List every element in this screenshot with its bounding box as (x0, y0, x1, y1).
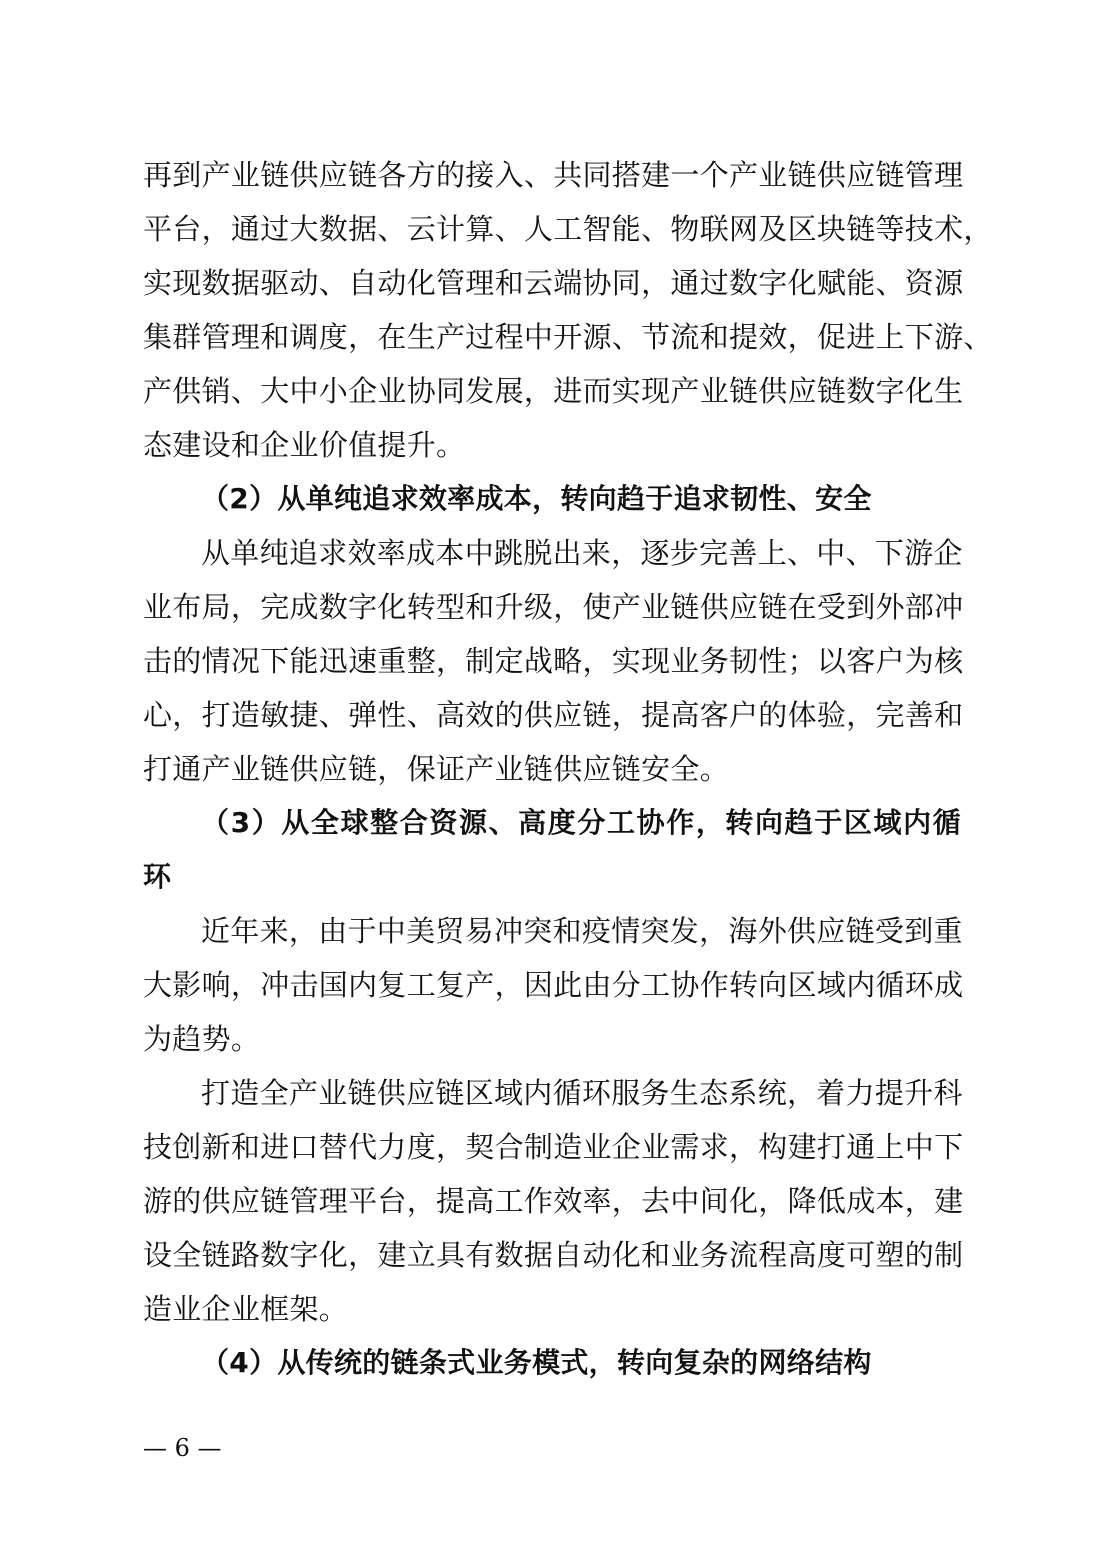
paragraph-line: 平台，通过大数据、云计算、人工智能、物联网及区块链等技术， (143, 212, 993, 246)
paragraph-line: 打造全产业链供应链区域内循环服务生态系统，着力提升科 (201, 1076, 963, 1110)
paragraph-line: 再到产业链供应链各方的接入、共同搭建一个产业链供应链管理 (143, 158, 964, 192)
page-number: — 6 — (143, 1434, 222, 1462)
paragraph-line: 大影响，冲击国内复工复产，因此由分工协作转向区域内循环成 (143, 968, 964, 1002)
section-heading: （4）从传统的链条式业务模式，转向复杂的网络结构 (201, 1346, 872, 1379)
paragraph-line: 为趋势。 (143, 1022, 261, 1056)
paragraph-line: 业布局，完成数字化转型和升级，使产业链供应链在受到外部冲 (143, 590, 964, 624)
paragraph-line: 心，打造敏捷、弹性、高效的供应链，提高客户的体验，完善和 (143, 698, 964, 732)
paragraph-line: 近年来，由于中美贸易冲突和疫情突发，海外供应链受到重 (201, 914, 963, 948)
paragraph-line: 造业企业框架。 (143, 1292, 349, 1326)
paragraph-line: 实现数据驱动、自动化管理和云端协同，通过数字化赋能、资源 (143, 266, 964, 300)
document-page (143, 148, 993, 1390)
paragraph-line: 击的情况下能迅速重整，制定战略，实现业务韧性；以客户为核 (143, 644, 964, 678)
paragraph-line: 游的供应链管理平台，提高工作效率，去中间化，降低成本，建 (143, 1184, 964, 1218)
paragraph-line: 打通产业链供应链，保证产业链供应链安全。 (143, 752, 730, 786)
section-heading: （2）从单纯追求效率成本，转向趋于追求韧性、安全 (201, 482, 872, 515)
paragraph-line: 产供销、大中小企业协同发展，进而实现产业链供应链数字化生 (143, 374, 964, 408)
section-heading: （3）从全球整合资源、高度分工协作，转向趋于区域内循 (201, 806, 961, 839)
paragraph-line: 技创新和进口替代力度，契合制造业企业需求，构建打通上中下 (143, 1130, 964, 1164)
section-heading: 环 (143, 860, 172, 893)
paragraph-line: 集群管理和调度，在生产过程中开源、节流和提效，促进上下游、 (143, 320, 993, 354)
paragraph-line: 从单纯追求效率成本中跳脱出来，逐步完善上、中、下游企 (201, 536, 963, 570)
paragraph-line: 设全链路数字化，建立具有数据自动化和业务流程高度可塑的制 (143, 1238, 964, 1272)
paragraph-line: 态建设和企业价值提升。 (143, 428, 466, 462)
